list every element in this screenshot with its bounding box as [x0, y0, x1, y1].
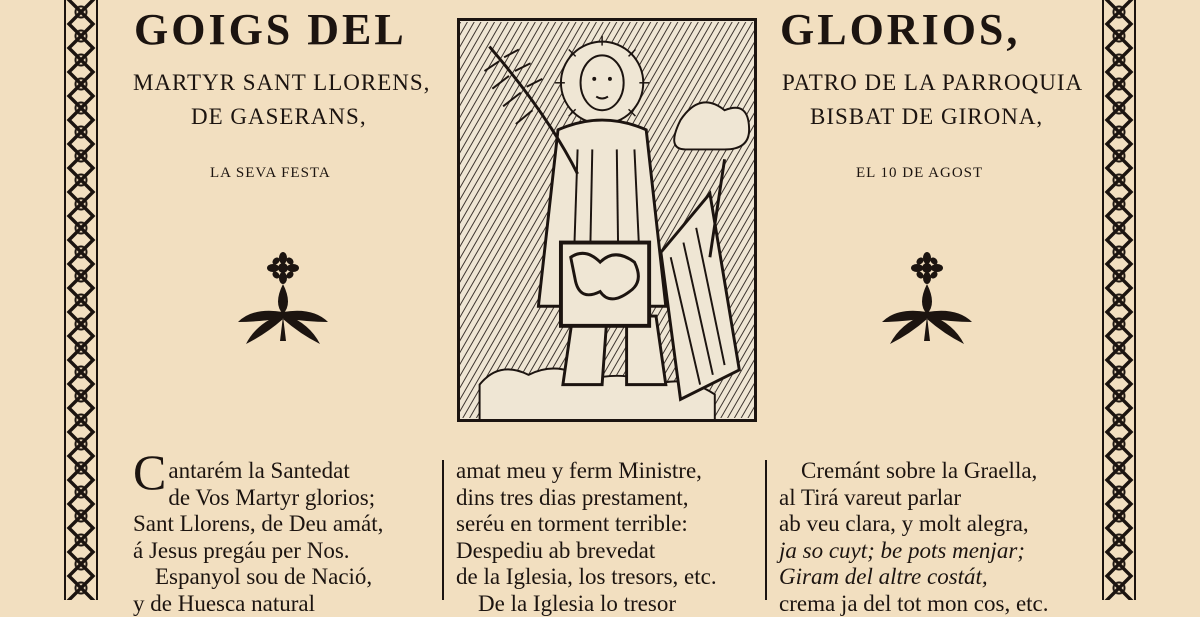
decorative-border-right: [1102, 0, 1136, 600]
verse-line: Despediu ab brevedat: [456, 538, 756, 565]
verse-line: Sant Llorens, de Deu amát,: [133, 511, 433, 538]
decorative-border-left: [64, 0, 98, 600]
verse-line: dins tres dias prestament,: [456, 485, 756, 512]
verse-line: antarém la Santedat: [168, 458, 349, 483]
verse-line: seréu en torment terrible:: [456, 511, 756, 538]
verse-line: ja so cuyt; be pots menjar;: [779, 538, 1079, 565]
column-divider: [442, 460, 444, 600]
verse-line: Cremánt sobre la Graella,: [779, 458, 1079, 485]
title-left: GOIGS DEL: [134, 4, 407, 55]
verse-line: amat meu y ferm Ministre,: [456, 458, 756, 485]
drop-cap: C: [133, 452, 166, 492]
verse-line: y de Huesca natural: [133, 591, 433, 617]
verse-line: De la Iglesia lo tresor: [456, 591, 756, 617]
verse-line: á Jesus pregáu per Nos.: [133, 538, 433, 565]
title-right: GLORIOS,: [780, 4, 1020, 55]
verse-column-3: [779, 458, 1079, 617]
verse-line: Giram del altre costát,: [779, 564, 1079, 591]
verse-line: ab veu clara, y molt alegra,: [779, 511, 1079, 538]
column-divider: [765, 460, 767, 600]
verse-line: Espanyol sou de Nació,: [133, 564, 433, 591]
verse-column-2: [456, 458, 756, 617]
saint-woodcut-illustration: [457, 18, 757, 422]
verse-line: crema ja del tot mon cos, etc.: [779, 591, 1079, 617]
subtitle-martyr: MARTYR SANT LLORENS,: [133, 70, 430, 96]
subtitle-diocese: BISBAT DE GIRONA,: [810, 104, 1043, 130]
flower-ornament-right: [877, 250, 977, 350]
verse-line: de Vos Martyr glorios;: [133, 485, 433, 512]
flower-ornament-left: [233, 250, 333, 350]
feast-label: LA SEVA FESTA: [210, 165, 331, 182]
feast-date: EL 10 DE AGOST: [856, 165, 983, 182]
verse-line: al Tirá vareut parlar: [779, 485, 1079, 512]
subtitle-parish: PATRO DE LA PARROQUIA: [782, 70, 1083, 96]
verse-line: de la Iglesia, los tresors, etc.: [456, 564, 756, 591]
verse-column-1: [133, 458, 433, 617]
subtitle-town: DE GASERANS,: [191, 104, 367, 130]
